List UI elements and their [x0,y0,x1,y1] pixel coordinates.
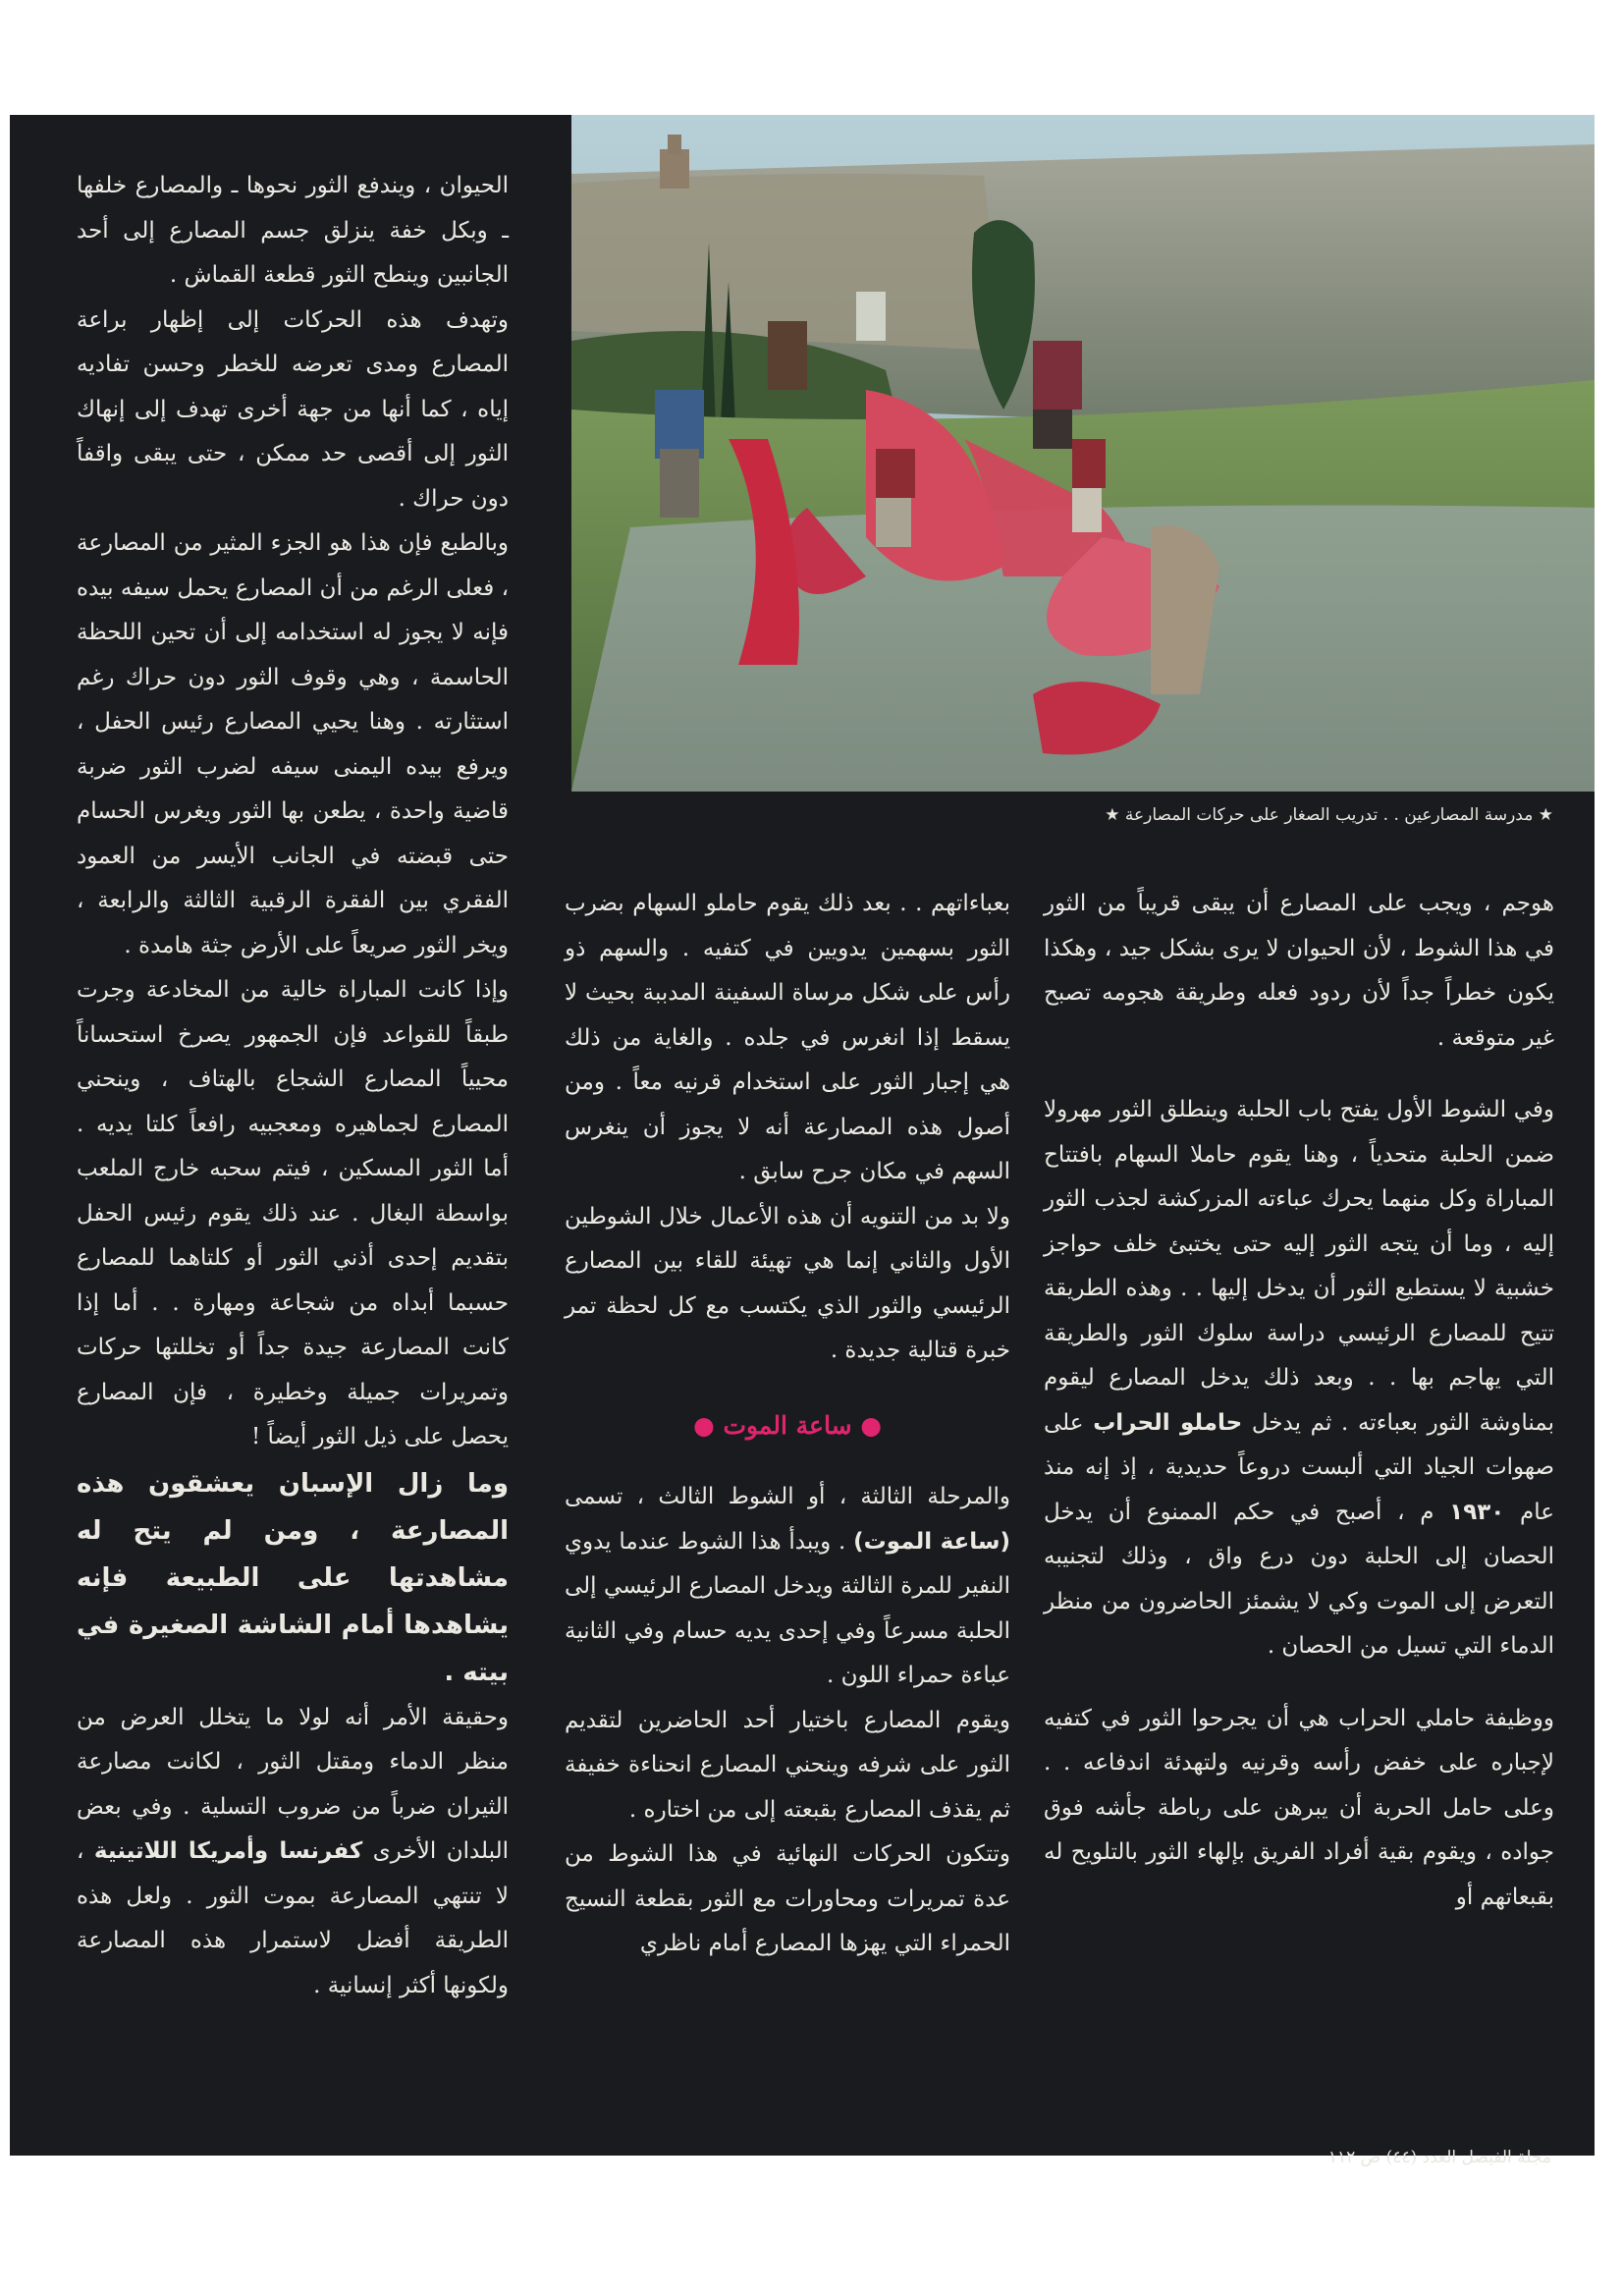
paragraph: وتهدف هذه الحركات إلى إظهار براعة المصارع ومدى تعرضه للخطر وحسن تفاديه إياه ، كما أنها من جهة أخرى تهدف إلى إنهاك الثور إلى أقصى حد ممكن ، حتى يبقى واقفاً دون حراك . [77,306,509,512]
magazine-page [10,115,1595,2167]
section-heading: ● ساعة الموت ● [692,1410,883,1440]
paragraph: وفي الشوط الأول يفتح باب الحلبة وينطلق الثور مهرولا ضمن الحلبة متحدياً ، وهنا يقوم حاملا السهام بافتتاح المباراة وكل منهما يحرك عباءته المزركشة لجذب الثور إليه ، وما أن يتجه الثور إليه حتى يختبئ خلف حواجز خشبية لا يستطيع الثور أن يدخل إليها . . وهذه الطريقة تتيح للمصارع الرئيسي دراسة سلوك الثور والطريقة التي يهاجم بها . . وبعد ذلك يدخل المصارع ليقوم بمناوشة الثور بعباءته . ثم يدخل حاملو الحراب على صهوات الجياد التي ألبست دروعاً حديدية ، إذ إنه منذ عام ١٩٣٠ م ، أصبح في حكم الممنوع أن يدخل الحصان إلى الحلبة دون درع واق ، وذلك لتجنيبه التعرض إلى الموت وكي لا يشمئز الحاضرون من منظر الدماء التي تسيل من الحصان . [1044,1097,1555,1659]
paragraph: ويقوم المصارع باختيار أحد الحاضرين لتقديم الثور على شرفه وينحني المصارع انحناءة خفيفة ثم يقذف المصارع بقبعته إلى من اختاره . [565,1707,1010,1823]
paragraph: والمرحلة الثالثة ، أو الشوط الثالث ، تسمى (ساعة الموت) . ويبدأ هذا الشوط عندما يدوي النفير للمرة الثالثة ويدخل المصارع الرئيسي إلى الحلبة مسرعاً وفي إحدى يديه حسام وفي الثانية عباءة حمراء اللون . [565,1484,1010,1688]
paragraph: بعباءاتهم . . بعد ذلك يقوم حاملو السهام بضرب الثور بسهمين يدويين في كتفيه . والسهم ذو رأس على شكل مرساة السفينة المدببة بحيث لا يسقط إذا انغرس في جلده . والغاية من ذلك هي إجبار الثور على استخدام قرنيه معاً . ومن أصول هذه المصارعة أنه لا يجوز أن ينغرس السهم في مكان جرح سابق . [565,891,1010,1184]
column-middle [565,882,1010,1967]
paragraph: وإذا كانت المباراة خالية من المخادعة وجرت طبقاً للقواعد فإن الجمهور يصرخ استحساناً محيياً المصارع الشجاع بالهتاف ، وينحني المصارع لجماهيره ومعجبيه رافعاً كلتا يديه . أما الثور المسكين ، فيتم سحبه خارج الملعب بواسطة البغال . عند ذلك يقوم رئيس الحفل بتقديم إحدى أذني الثور أو كلتاهما للمصارع حسبما أبداه من شجاعة ومهارة . . أما إذا كانت المصارعة جيدة جداً أو تخللتها حركات وتمريرات جميلة وخطيرة ، فإن المصارع يحصل على ذيل الثور أيضاً ! [77,977,509,1449]
page-footer: مجلة الفيصل العدد (٤٤) ص ١١٢ [1327,2148,1551,2167]
paragraph: وتتكون الحركات النهائية في هذا الشوط من عدة تمريرات ومحاورات مع الثور بقطعة النسيج الحمراء التي يهزها المصارع أمام ناظري [565,1841,1010,1956]
photo-caption: ★ مدرسة المصارعين . . تدريب الصغار على حركات المصارعة ★ [1105,805,1553,825]
paragraph: وحقيقة الأمر أنه لولا ما يتخلل العرض من منظر الدماء ومقتل الثور ، لكانت مصارعة الثيران ضرباً من ضروب التسلية . وفي بعض البلدان الأخرى كفرنسا وأمريكا اللاتينية ، لا تنتهي المصارعة بموت الثور . ولعل هذه الطريقة أفضل لاستمرار هذه المصارعة ولكونها أكثر إنسانية . [77,1704,510,1998]
emphasis-paragraph: وما زال الإسبان يعشقون هذه المصارعة ، ومن لم يتح له مشاهدتها على الطبيعة فإنه يشاهدها أمام الشاشة الصغيرة في بيته . [77,1468,509,1687]
paragraph: ووظيفة حاملي الحراب هي أن يجرحوا الثور في كتفيه لإجباره على خفض رأسه وقرنيه ولتهدئة اندفاعه . . وعلى حامل الحربة أن يبرهن على رباطة جأشه فوق جواده ، ويقوم بقية أفراد الفريق بإلهاء الثور بالتلويح له بقبعاتهم أو [1044,1705,1554,1910]
paragraph: ولا بد من التنويه أن هذه الأعمال خلال الشوطين الأول والثاني إنما هي تهيئة للقاء بين المصارع الرئيسي والثور الذي يكتسب مع كل لحظة تمر خبرة قتالية جديدة . [565,1203,1010,1363]
paragraph: وبالطبع فإن هذا هو الجزء المثير من المصارعة ، فعلى الرغم من أن المصارع يحمل سيفه بيده فإنه لا يجوز له استخدامه إلى أن تحين اللحظة الحاسمة ، وهي وقوف الثور دون حراك رغم استثارته . وهنا يحيي المصارع رئيس الحفل ، ويرفع بيده اليمنى سيفه لضرب الثور ضربة قاضية واحدة ، يطعن بها الثور ويغرس الحسام حتى قبضته في الجانب الأيسر من العمود الفقري بين الفقرة الرقبية الثالثة والرابعة ، ويخر الثور صريعاً على الأرض جثة هامدة . [77,530,509,958]
photo-bullfighting-school [571,115,1595,792]
column-left [77,164,509,2008]
column-right [1044,882,1554,1920]
paragraph: هوجم ، ويجب على المصارع أن يبقى قريباً من الثور في هذا الشوط ، لأن الحيوان لا يرى بشكل جيد ، وهكذا يكون خطراً جداً لأن ردود فعله وطريقة هجومه تصبح غير متوقعة . [1044,891,1554,1051]
paragraph: الحيوان ، ويندفع الثور نحوها ـ والمصارع خلفها ـ وبكل خفة ينزلق جسم المصارع إلى أحد الجانبين وينطح الثور قطعة القماش . [77,173,509,288]
